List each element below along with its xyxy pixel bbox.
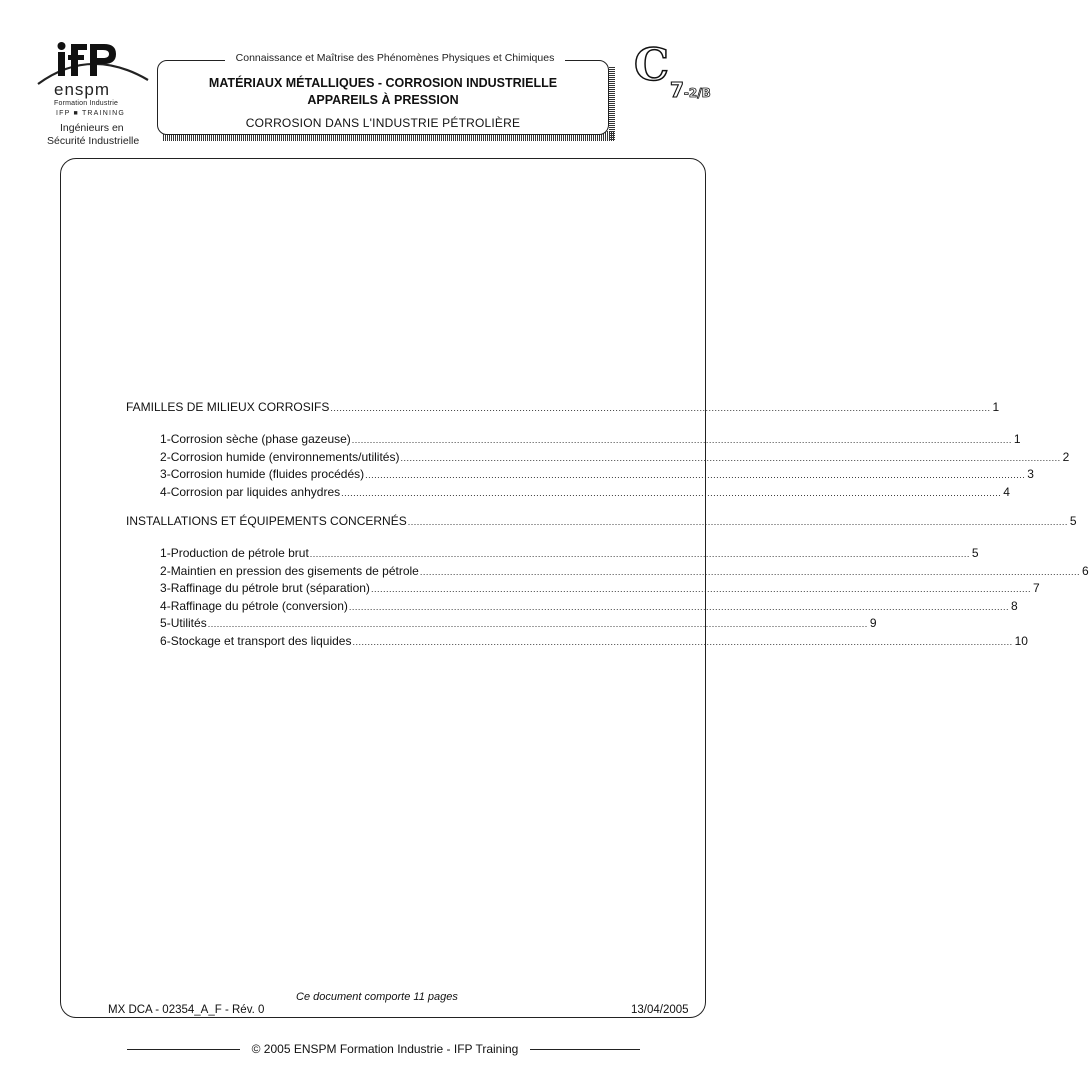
toc-item-dash: - — [166, 546, 171, 560]
toc-item-number: 3 — [160, 581, 167, 595]
toc-leader-dots: ............................................................................................................................................................................................................................ — [341, 487, 1002, 498]
document-code-letter: C — [634, 40, 670, 91]
toc-section-page: 5 — [1069, 514, 1077, 528]
toc-item-dash: - — [166, 467, 171, 481]
toc-item-label: Corrosion humide (fluides procédés) — [170, 467, 365, 481]
toc-item — [126, 598, 1018, 617]
header-shadow-right — [609, 66, 615, 140]
toc-item — [126, 546, 979, 564]
toc-item-number: 2 — [160, 563, 167, 578]
toc-item-dash: - — [166, 432, 171, 446]
toc-item-dash: - — [166, 598, 171, 613]
toc-item-label: Corrosion par liquides anhydres — [170, 484, 341, 499]
toc-item-page: 9 — [869, 616, 877, 630]
toc-item-number: 6 — [160, 633, 167, 648]
toc-leader-dots: ............................................................................................................................................................................................................................ — [348, 601, 1010, 612]
logo-tagline-1: Ingénieurs en — [60, 122, 124, 134]
document-date: 13/04/2005 — [631, 1004, 689, 1016]
header-title-2: APPAREILS À PRESSION — [307, 93, 459, 107]
toc-leader-dots: ............................................................................................................................................................................................................................ — [352, 636, 1013, 647]
logo-tagline-2: Sécurité Industrielle — [47, 135, 140, 147]
logo-line1: Formation Industrie — [54, 100, 119, 107]
toc-item — [126, 633, 1028, 652]
header-title-1: MATÉRIAUX MÉTALLIQUES - CORROSION INDUSTRIELLE — [208, 76, 558, 90]
toc-item-page: 3 — [1027, 467, 1034, 481]
toc-leader-dots: ............................................................................................................................................................................................................................ — [309, 549, 970, 559]
header-subtitle: CORROSION DANS L'INDUSTRIE PÉTROLIÈRE — [245, 116, 521, 130]
logo-brand: enspm — [54, 80, 111, 99]
toc-item-number: 2 — [160, 449, 167, 464]
toc-item-label: Production de pétrole brut — [170, 546, 309, 560]
toc-item-label: Raffinage du pétrole (conversion) — [170, 598, 348, 613]
toc-item-number: 4 — [160, 484, 167, 499]
toc-leader-dots: ............................................................................................................................................................................................................................ — [407, 517, 1068, 527]
enspm-logo — [30, 38, 155, 148]
toc-leader-dots: ............................................................................................................................................................................................................................ — [351, 435, 1012, 445]
document-reference: MX DCA - 02354_A_F - Rév. 0 — [108, 1004, 265, 1016]
toc-item-page: 1 — [1013, 432, 1021, 446]
toc-item-dash: - — [166, 581, 171, 595]
toc-item-label: Maintien en pression des gisements de pétrole — [170, 563, 419, 578]
code-number: 7 — [670, 78, 684, 102]
toc-item-page: 10 — [1014, 633, 1028, 648]
toc-leader-dots: ............................................................................................................................................................................................................................ — [400, 452, 1061, 463]
toc-section-heading — [126, 514, 1077, 532]
toc-item-number: 1 — [160, 432, 167, 446]
toc-item-label: Raffinage du pétrole brut (séparation) — [170, 581, 370, 595]
toc-section-1 — [126, 400, 1070, 502]
toc-item — [126, 432, 1021, 450]
toc-item-page: 4 — [1003, 484, 1010, 499]
toc-item-dash: - — [166, 484, 171, 499]
header-topline: Connaissance et Maîtrise des Phénomènes Physiques et Chimiques — [225, 52, 565, 64]
toc-item-label: Corrosion humide (environnements/utilités) — [170, 449, 400, 464]
toc-item-number: 5 — [160, 616, 167, 630]
toc-item-page: 5 — [971, 546, 979, 560]
toc-item-dash: - — [166, 563, 171, 578]
toc-item-label: Stockage et transport des liquides — [170, 633, 352, 648]
toc-leader-dots: ............................................................................................................................................................................................................................ — [370, 584, 1032, 594]
toc-section-2 — [126, 514, 1089, 651]
toc-item-page: 8 — [1011, 598, 1018, 613]
toc-section-page: 1 — [992, 400, 1000, 414]
logo-line2: IFP ■ TRAINING — [56, 110, 125, 117]
toc-item — [126, 484, 1010, 503]
toc-leader-dots: ............................................................................................................................................................................................................................ — [207, 619, 868, 629]
toc-item — [126, 563, 1089, 582]
toc-leader-dots: ............................................................................................................................................................................................................................ — [330, 403, 991, 413]
toc-item-page: 6 — [1081, 563, 1089, 578]
toc-section-heading — [126, 400, 1000, 418]
toc-section-title: FAMILLES DE MILIEUX CORROSIFS — [126, 400, 330, 414]
toc-item-number: 1 — [160, 546, 167, 560]
toc-section-title: INSTALLATIONS ET ÉQUIPEMENTS CONCERNÉS — [126, 514, 407, 528]
toc-item-page: 7 — [1033, 581, 1040, 595]
document-code-number — [670, 80, 711, 100]
toc-item-label: Utilités — [170, 616, 207, 630]
toc-item-number: 4 — [160, 598, 167, 613]
page-count-note: Ce document comporte 11 pages — [296, 991, 458, 1003]
toc-item-number: 3 — [160, 467, 167, 481]
toc-item — [126, 616, 877, 634]
toc-item — [126, 581, 1040, 599]
table-of-contents — [126, 400, 1089, 663]
toc-item — [126, 467, 1034, 485]
toc-leader-dots: ............................................................................................................................................................................................................................ — [365, 470, 1026, 480]
copyright: © 2005 ENSPM Formation Industrie - IFP Training — [240, 1042, 530, 1056]
toc-item — [126, 449, 1070, 468]
toc-item-dash: - — [166, 449, 171, 464]
toc-item-page: 2 — [1062, 449, 1070, 464]
toc-leader-dots: ............................................................................................................................................................................................................................ — [419, 566, 1080, 577]
toc-item-dash: - — [166, 616, 171, 630]
toc-item-dash: - — [166, 633, 171, 648]
toc-item-label: Corrosion sèche (phase gazeuse) — [170, 432, 351, 446]
code-suffix: -2/B — [683, 86, 711, 100]
